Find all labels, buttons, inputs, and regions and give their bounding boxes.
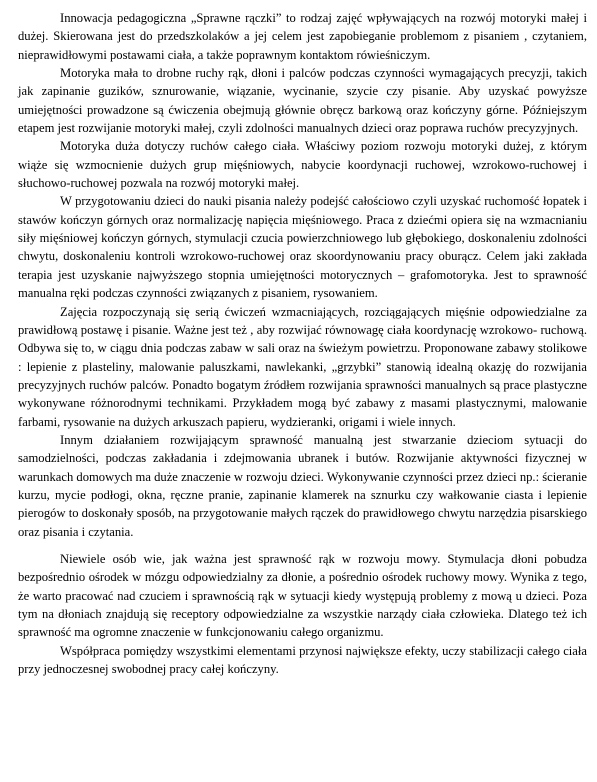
paragraph-activities: Zajęcia rozpoczynają się serią ćwiczeń wzmacniających, rozciągających mięśnie odpowiedzialne za prawidłową postawę i pisanie. Ważne jest też , aby rozwijać równowagę ciała koordynację wzrokowo- ruchową. Odbywa się to, w ciągu dnia podczas zabaw w sali oraz na świeżym powietrzu. Proponowane zabawy stolikowe : lepienie z plasteliny, malowanie paluszkami, nawlekanki, „grzybki” stanowią idealną okazję do rozwijania precyzyjnych ruchów palców. Ponadto bogatym źródłem rozwijania sprawności manualnych są prace plastyczne wykonywane różnorodnymi technikami. Przykładem mogą być zabawy z masami plastycznymi, malowanie farbami, rysowanie na dużych arkuszach papieru, wydzieranki, origami i wiele innych. xyxy=(18,304,587,429)
paragraph-intro: Innowacja pedagogiczna „Sprawne rączki” to rodzaj zajęć wpływających na rozwój motoryki małej i dużej. Skierowana jest do przedszkolaków a jej celem jest zapobieganie problemom z pisaniem , czytaniem, nieprawidłowymi postawami ciała, a także poprawnym kontaktom rówieśniczym. xyxy=(18,11,587,62)
paragraph-writing-preparation: W przygotowaniu dzieci do nauki pisania należy podejść całościowo czyli uzyskać ruchomość łopatek i stawów kończyn górnych oraz normalizację napięcia mięśniowego. Praca z dziećmi opiera się na wzmacnianiu siły mięśniowej kończyn górnych, stymulacji czucia powierzchniowego lub głębokiego, doskonaleniu zdolności chwytu, doskonaleniu kontroli wzrokowo-ruchowej oraz skoordynowaniu pracy oburącz. Celem jaki zakłada terapia jest uzyskanie najwyższego stopnia umiejętności motorycznych – grafomotoryka. Jest to sprawność manualna ręki podczas czynności związanych z pisaniem, rysowaniem. xyxy=(18,194,587,301)
paragraph-speech: Niewiele osób wie, jak ważna jest sprawność rąk w rozwoju mowy. Stymulacja dłoni pobudza bezpośrednio ośrodek w mózgu odpowiedzialny za dłonie, a pośrednio ośrodek ruchowy mowy. Wynika z tego, że warto pracować nad czuciem i sprawnością rąk w sytuacji kiedy występują problemy z mową u dzieci. Poza tym na dłoniach znajdują się receptory odpowiedzialne za wszystkie narządy ciała człowieka. Dlatego też ich sprawność ma ogromne znaczenie w funkcjonowaniu całego organizmu. xyxy=(18,551,587,640)
paragraph-independence: Innym działaniem rozwijającym sprawność manualną jest stwarzanie dzieciom sytuacji do samodzielności, podczas zakładania i zdejmowania ubranek i butów. Rozwijanie aktywności fizycznej w warunkach domowych ma duże znaczenie w rozwoju dzieci. Wykonywanie czynności przez dzieci np.: ścieranie kurzu, mycie podłogi, okna, ręczne pranie, zapinanie klamerek na sznurku czy wałkowanie ciasta i lepienie pierogów to doskonały sposób, na przygotowanie małych rączek do prawidłowego chwytu narzędzia pisarskiego oraz pisania i czytania. xyxy=(18,432,588,539)
paragraph-fine-motor: Motoryka mała to drobne ruchy rąk, dłoni i palców podczas czynności wymagających precyzji, takich jak zapinanie guzików, sznurowanie, wiązanie, wycinanie, szycie czy pisanie. Aby uzyskać powyższe umiejętności prowadzone są ćwiczenia obejmują głównie obręcz barkową oraz kończyny górne. Późniejszym etapem jest rozwijanie motoryki małej, czyli zdolności manualnych dzieci oraz poprawa ruchów precyzyjnych. xyxy=(18,66,587,136)
paragraph-cooperation: Współpraca pomiędzy wszystkimi elementami przynosi największe efekty, uczy stabilizacji całego ciała przy jednoczesnej swobodnej pracy całej kończyny. xyxy=(18,643,587,677)
paragraph-gross-motor: Motoryka duża dotyczy ruchów całego ciała. Właściwy poziom rozwoju motoryki dużej, z którym wiąże się wzmocnienie dużych grup mięśniowych, nabycie koordynacji ruchowej, wzrokowo-ruchowej i słuchowo-ruchowej pozwala na rozwój motoryki małej. xyxy=(18,139,587,191)
